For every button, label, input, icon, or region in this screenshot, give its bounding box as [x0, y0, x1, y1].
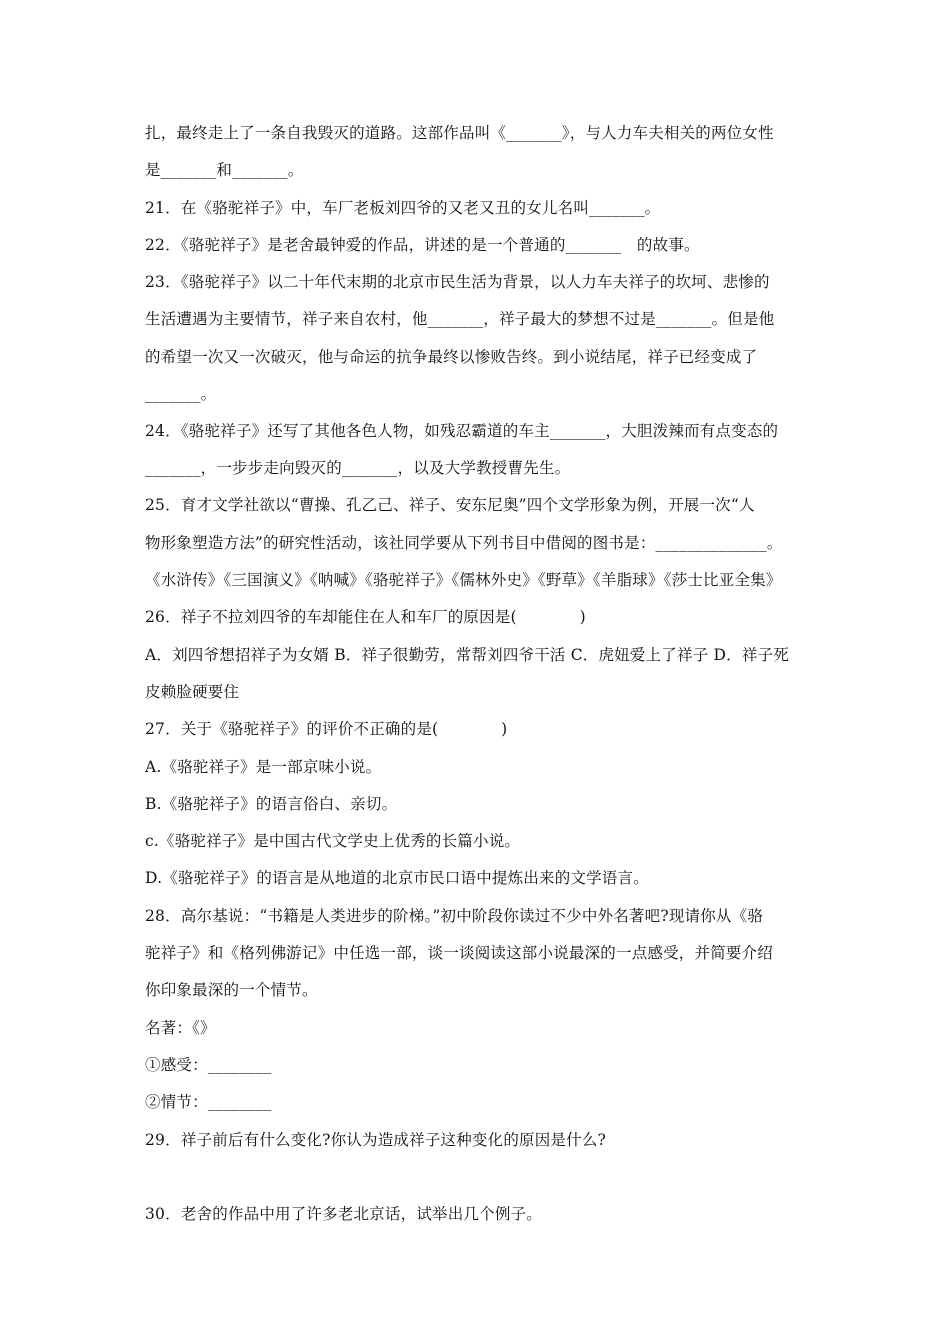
question-27-option-d: D.《骆驼祥子》的语言是从地道的北京市民口语中提炼出来的文学语言。 [145, 869, 649, 887]
question-28-line-2: 驼祥子》和《格列佛游记》中任选一部，谈一谈阅读这部小说最深的一点感受，并简要介绍 [145, 944, 774, 962]
question-23-line-4: _______。 [145, 385, 217, 403]
question-23-line-3: 的希望一次又一次破灭，他与命运的抗争最终以惨败告终。到小说结尾，祥子已经变成了 [145, 348, 758, 366]
question-23-line-1: 23．《骆驼祥子》以二十年代末期的北京市民生活为背景，以人力车夫祥子的坎坷、悲惨的 [145, 273, 770, 291]
question-21: 21．在《骆驼祥子》中，车厂老板刘四爷的又老又丑的女儿名叫_______。 [145, 199, 661, 217]
question-23-line-2: 生活遭遇为主要情节，祥子来自农村，他_______，祥子最大的梦想不过是_______。但是他 [145, 310, 775, 328]
question-22: 22．《骆驼祥子》是老舍最钟爱的作品，讲述的是一个普通的_______ 的故事。 [145, 236, 700, 254]
question-26-options-line-2: 皮赖脸硬要住 [145, 683, 240, 701]
question-28-line-1: 28．高尔基说：“书籍是人类进步的阶梯。”初中阶段你读过不少中外名著吧?现请你从《骆 [145, 907, 764, 925]
question-29: 29．祥子前后有什么变化?你认为造成祥子这种变化的原因是什么? [145, 1131, 607, 1149]
question-27-option-a: A.《骆驼祥子》是一部京味小说。 [145, 758, 382, 776]
question-25-line-2: 物形象塑造方法”的研究性活动，该社同学要从下列书目中借阅的图书是：______________。 [145, 534, 783, 552]
question-30: 30．老舍的作品中用了许多老北京话，试举出几个例子。 [145, 1205, 542, 1223]
question-28-book-name: 名著：《》 [145, 1019, 216, 1037]
question-28-plot: ②情节：________ [145, 1093, 272, 1111]
question-24-line-1: 24．《骆驼祥子》还写了其他各色人物，如残忍霸道的车主_______，大胆泼辣而有点变态的 [145, 422, 779, 440]
question-24-line-2: _______，一步步走向毁灭的_______，以及大学教授曹先生。 [145, 459, 571, 477]
question-26: 26．祥子不拉刘四爷的车却能住在人和车厂的原因是( ) [145, 608, 586, 626]
question-27: 27．关于《骆驼祥子》的评价不正确的是( ) [145, 720, 508, 738]
question-28-line-3: 你印象最深的一个情节。 [145, 981, 318, 999]
question-28-feeling: ①感受：________ [145, 1056, 272, 1074]
question-25-book-list: 《水浒传》《三国演义》《呐喊》《骆驼祥子》《儒林外史》《野草》《羊脂球》《莎士比亚全集》 [145, 571, 782, 589]
question-25-line-1: 25．育才文学社欲以“曹操、孔乙己、祥子、安东尼奥”四个文学形象为例，开展一次“人 [145, 496, 755, 514]
text-line-2: 是_______和_______。 [145, 161, 304, 179]
question-27-option-c: c.《骆驼祥子》是中国古代文学史上优秀的长篇小说。 [145, 832, 521, 850]
text-line-1: 扎，最终走上了一条自我毁灭的道路。这部作品叫《_______》，与人力车夫相关的两位女性 [145, 124, 774, 142]
question-27-option-b: B.《骆驼祥子》的语言俗白、亲切。 [145, 795, 398, 813]
question-26-options-line-1: A．刘四爷想招祥子为女婿 B．祥子很勤劳，常帮刘四爷干活 C．虎妞爱上了祥子 D．祥子死 [145, 646, 789, 664]
